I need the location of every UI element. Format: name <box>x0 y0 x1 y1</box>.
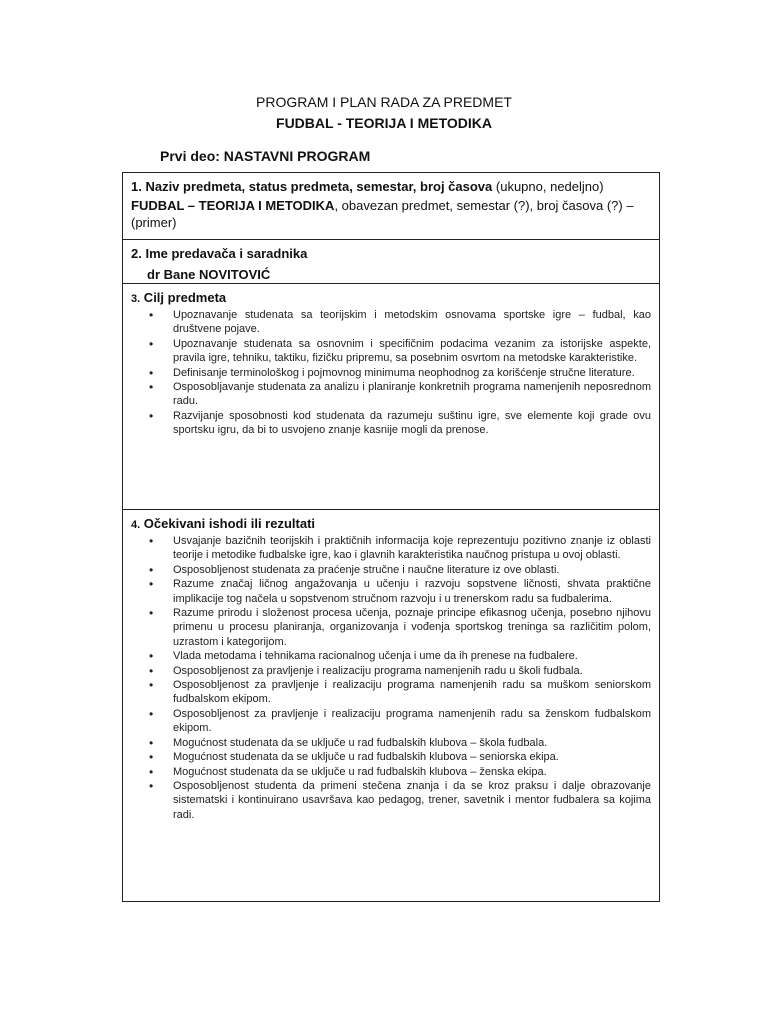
section-1-heading-normal: (ukupno, nedeljno) <box>492 179 604 194</box>
list-item: • Osposobljenost za pravljenje i realizaciju programa namenjenih radu sa muškom seniorskom fudbalskom ekipom. <box>131 678 651 707</box>
list-item: • Upoznavanje studenata sa osnovnim i specifičnim podacima vezanim za istorijske aspekte, pravila igre, tehniku, taktiku, fizičku pripremu, sa posebnim osvrtom na metodske karakteristike. <box>131 337 651 366</box>
section-1-text <box>131 197 651 231</box>
lecturer-name: dr Bane NOVITOVIĆ <box>147 267 271 282</box>
list-item: • Mogućnost studenata da se uključe u rad fudbalskih klubova – seniorska ekipa. <box>131 750 651 764</box>
list-item: • Osposobljavanje studenata za analizu i planiranje konkretnih programa namenjenih neposrednom radu. <box>131 380 651 409</box>
section-4-title: Očekivani ishodi ili rezultati <box>140 516 316 531</box>
section-3-cell <box>123 283 659 509</box>
section-3-number: 3. <box>131 293 141 305</box>
section-2-cell <box>123 239 659 283</box>
section-1-heading <box>131 178 651 195</box>
list-item: • Osposobljenost za pravljenje i realizaciju programa namenjenih radu sa ženskom fudbalskom ekipom. <box>131 707 651 736</box>
section-1-heading-bold: 1. Naziv predmeta, status predmeta, semestar, broj časova <box>131 179 493 194</box>
section-2-heading: 2. Ime predavača i saradnika <box>131 246 308 261</box>
document-header <box>0 92 768 134</box>
section-3-title: Cilj predmeta <box>140 290 227 305</box>
list-item: • Upoznavanje studenata sa teorijskim i metodskim osnovama sportske igre – fudbal, kao društvene pojave. <box>131 308 651 337</box>
list-item: • Mogućnost studenata da se uključe u rad fudbalskih klubova – ženska ekipa. <box>131 765 651 779</box>
section-4-heading <box>131 515 651 534</box>
list-item: • Razume značaj ličnog angažovanja u učenju i razvoju sopstvene ličnosti, shvata praktične implikacije tog načela u sopstvenom stručnom razvoju i u trenerskom radu sa fudbalerima. <box>131 577 651 606</box>
part-title: Prvi deo: NASTAVNI PROGRAM <box>160 148 371 164</box>
document-subtitle: FUDBAL - TEORIJA I METODIKA <box>276 115 492 131</box>
section-4-cell <box>123 509 659 901</box>
list-item: • Razume prirodu i složenost procesa učenja, poznaje principe efikasnog učenja, posebno njihovu primenu u procesu planiranja, organizovanja i vođenja sportskog treninga sa različitim polom, uzrastom i kategorijom. <box>131 606 651 649</box>
course-details: , obavezan predmet, semestar (?), broj časova (?) – (primer) <box>131 198 634 230</box>
list-item: • Vlada metodama i tehnikama racionalnog učenja i ume da ih prenese na fudbalere. <box>131 649 651 663</box>
list-item: • Razvijanje sposobnosti kod studenata da razumeju suštinu igre, sve elemente koji grade ovu sportsku igru, da bi to usvojeno znanje kasnije mogli da prenose. <box>131 409 651 438</box>
list-item: • Mogućnost studenata da se uključe u rad fudbalskih klubova – škola fudbala. <box>131 736 651 750</box>
section-4-number: 4. <box>131 519 141 531</box>
program-table <box>122 172 660 902</box>
list-item: • Osposobljenost studenata za praćenje stručne i naučne literature iz ove oblasti. <box>131 563 651 577</box>
list-item: • Osposobljenost za pravljenje i realizaciju programa namenjenih radu u školi fudbala. <box>131 664 651 678</box>
outcomes-list <box>131 534 651 822</box>
list-item: • Definisanje terminološkog i pojmovnog minimuma neophodnog za korišćenje stručne literature. <box>131 366 651 380</box>
course-name: FUDBAL – TEORIJA I METODIKA <box>131 198 335 213</box>
list-item: • Usvajanje bazičnih teorijskih i praktičnih informacija koje reprezentuju pozitivno znanje iz oblasti teorije i metodike fudbalske igre, kao i glavnih karakteristika naučnog pristupa u ovoj oblasti. <box>131 534 651 563</box>
section-3-heading <box>131 289 651 308</box>
section-1-cell <box>123 173 659 239</box>
list-item: • Osposobljenost studenta da primeni stečena znanja i da se kroz praksu i dalje obrazovanje sistematski i kontinuirano usavršava kao pedagog, trener, savetnik i mentor fudbalera sa kojima radi. <box>131 779 651 822</box>
goals-list <box>131 308 651 438</box>
document-title: PROGRAM I PLAN RADA ZA PREDMET <box>256 94 512 110</box>
